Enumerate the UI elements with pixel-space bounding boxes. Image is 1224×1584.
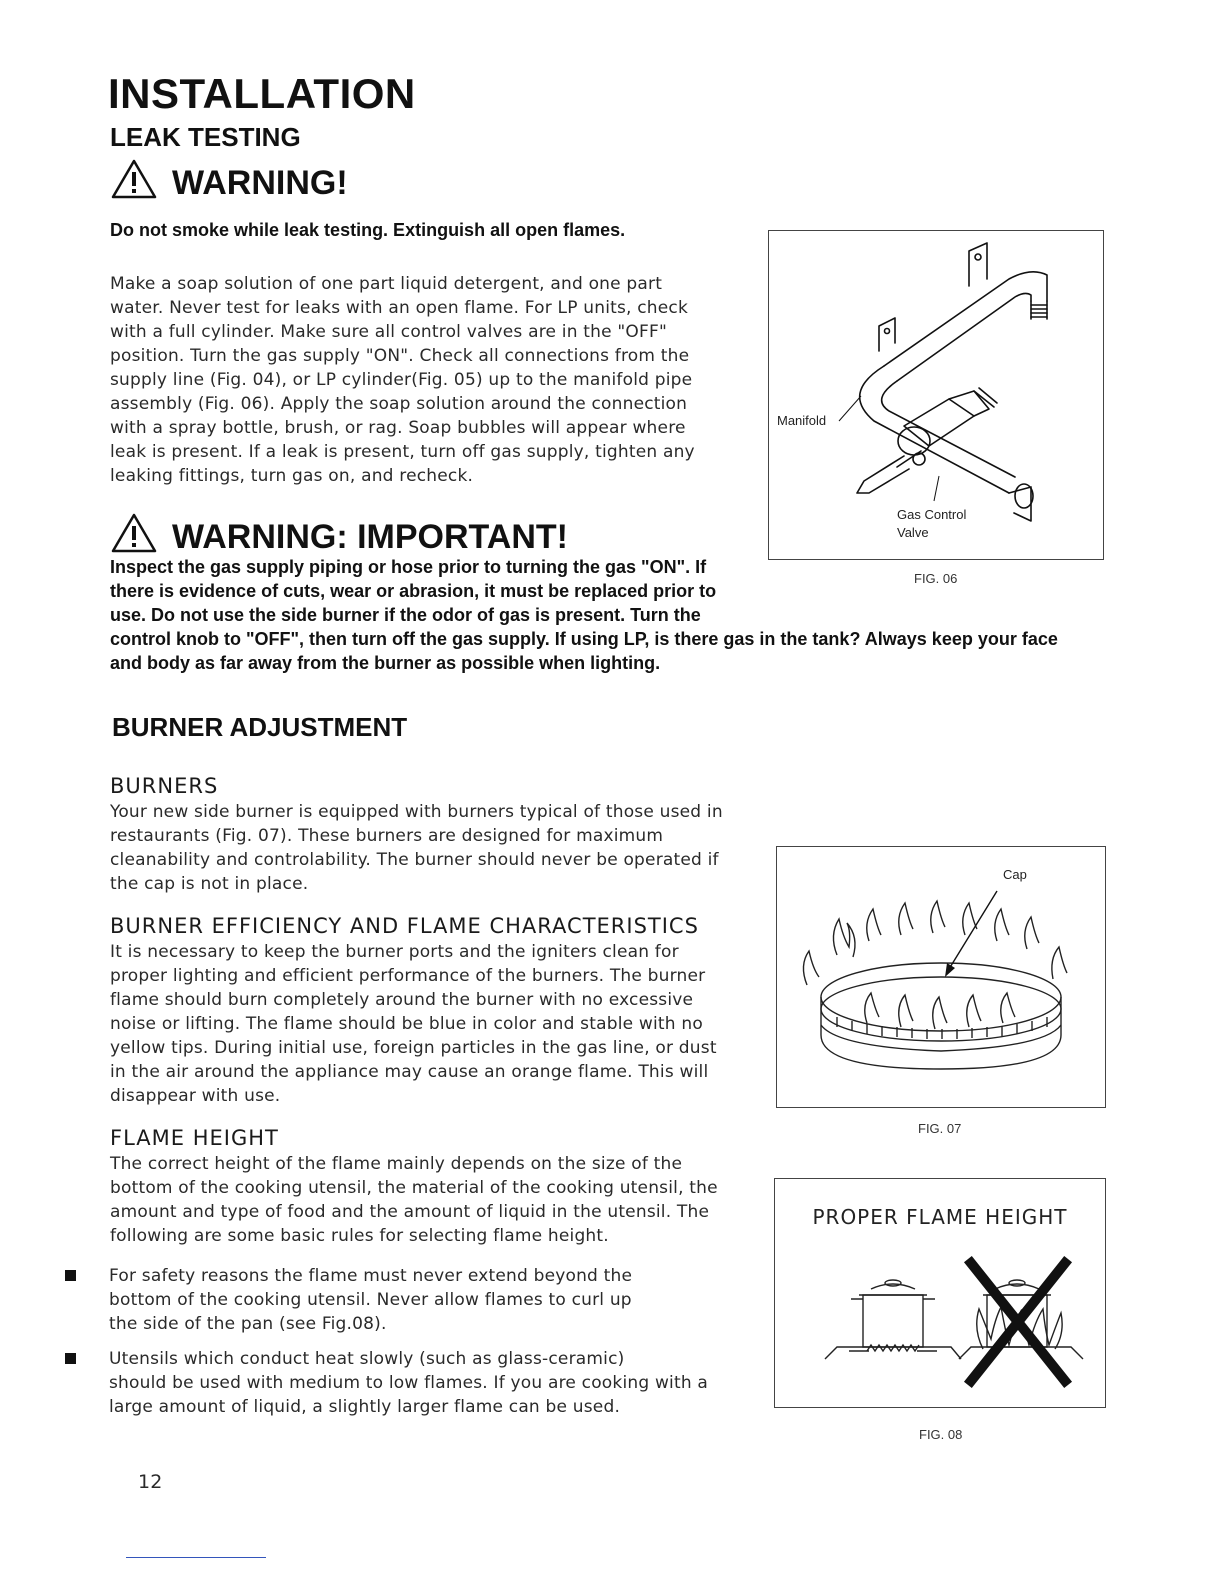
text-line: Utensils which conduct heat slowly (such as glass-ceramic) xyxy=(109,1349,625,1369)
text-line: with a spray bottle, brush, or rag. Soap bubbles will appear where xyxy=(110,418,686,438)
bullet-item xyxy=(65,1347,708,1419)
text-line: the cap is not in place. xyxy=(110,874,309,894)
text-line: The correct height of the flame mainly depends on the size of the xyxy=(110,1154,683,1174)
text-line: use. Do not use the side burner if the odor of gas is present. Turn the xyxy=(110,605,701,625)
text-line: following are some basic rules for selecting flame height. xyxy=(110,1226,609,1246)
text-line: restaurants (Fig. 07). These burners are designed for maximum xyxy=(110,826,664,846)
text-line: cleanability and controlability. The burner should never be operated if xyxy=(110,850,719,870)
fig08-caption: FIG. 08 xyxy=(919,1427,963,1442)
burners-paragraph xyxy=(110,800,723,896)
text-line: position. Turn the gas supply "ON". Check all connections from the xyxy=(110,346,690,366)
manifold-diagram xyxy=(769,231,1103,559)
efficiency-paragraph xyxy=(110,940,717,1108)
text-line: proper lighting and efficient performance of the burners. The burner xyxy=(110,966,706,986)
text-line: water. Never test for leaks with an open flame. For LP units, check xyxy=(110,298,689,318)
text-line: supply line (Fig. 04), or LP cylinder(Fig. 05) up to the manifold pipe xyxy=(110,370,693,390)
text-line: there is evidence of cuts, wear or abrasion, it must be replaced prior to xyxy=(110,581,717,601)
text-line: Your new side burner is equipped with burners typical of those used in xyxy=(110,802,723,822)
text-line: disappear with use. xyxy=(110,1086,281,1106)
section-title-leak-testing: LEAK TESTING xyxy=(110,122,301,152)
valve-label: Valve xyxy=(897,525,929,540)
warning-triangle-icon xyxy=(110,158,158,209)
bullet-square-icon xyxy=(65,1353,76,1364)
manifold-label: Manifold xyxy=(777,413,827,428)
efficiency-heading: BURNER EFFICIENCY AND FLAME CHARACTERISTICS xyxy=(110,914,699,938)
burner-diagram xyxy=(777,847,1105,1107)
figure-manifold xyxy=(768,230,1104,560)
text-line: the side of the pan (see Fig.08). xyxy=(109,1314,387,1334)
figure-proper-flame-height xyxy=(774,1178,1106,1408)
text-line: amount and type of food and the amount of liquid in the utensil. The xyxy=(110,1202,710,1222)
warning-bold-line: Do not smoke while leak testing. Extinguish all open flames. xyxy=(110,220,626,240)
fig07-caption: FIG. 07 xyxy=(918,1121,962,1136)
text-line: It is necessary to keep the burner ports and the igniters clean for xyxy=(110,942,679,962)
text-line: bottom of the cooking utensil. Never allow flames to curl up xyxy=(109,1290,632,1310)
text-line: and body as far away from the burner as possible when lighting. xyxy=(110,653,661,673)
text-line: Make a soap solution of one part liquid detergent, and one part xyxy=(110,274,663,294)
text-line: flame should burn completely around the burner with no excessive xyxy=(110,990,694,1010)
text-line: large amount of liquid, a slightly larger flame can be used. xyxy=(109,1397,621,1417)
flame-height-paragraph xyxy=(110,1152,718,1248)
fig06-caption: FIG. 06 xyxy=(914,571,958,586)
text-line: should be used with medium to low flames. If you are cooking with a xyxy=(109,1373,709,1393)
flame-height-diagram xyxy=(775,1249,1105,1399)
text-line: For safety reasons the flame must never extend beyond the xyxy=(109,1266,633,1286)
text-line: control knob to "OFF", then turn off the gas supply. If using LP, is there gas in the tank? Always keep your face xyxy=(110,629,1058,649)
text-line: with a full cylinder. Make sure all control valves are in the "OFF" xyxy=(110,322,667,342)
text-line: bottom of the cooking utensil, the material of the cooking utensil, the xyxy=(110,1178,718,1198)
text-line: noise or lifting. The flame should be blue in color and stable with no xyxy=(110,1014,703,1034)
text-line: in the air around the appliance may cause an orange flame. This will xyxy=(110,1062,709,1082)
warning-important-text xyxy=(110,555,1058,675)
bullet-square-icon xyxy=(65,1270,76,1281)
warning-heading xyxy=(110,158,348,209)
bullet-item xyxy=(65,1264,632,1336)
warning-title: WARNING! xyxy=(172,164,348,202)
leak-testing-paragraph xyxy=(110,272,695,488)
text-line: yellow tips. During initial use, foreign particles in the gas line, or dust xyxy=(110,1038,717,1058)
page-title: INSTALLATION xyxy=(108,70,416,117)
proper-flame-height-title: PROPER FLAME HEIGHT xyxy=(812,1205,1068,1229)
text-line: leak is present. If a leak is present, turn off gas supply, tighten any xyxy=(110,442,695,462)
page-number: 12 xyxy=(138,1471,163,1493)
text-line: Inspect the gas supply piping or hose prior to turning the gas "ON". If xyxy=(110,557,707,577)
text-line: assembly (Fig. 06). Apply the soap solution around the connection xyxy=(110,394,688,414)
section-title-burner-adjustment: BURNER ADJUSTMENT xyxy=(112,712,408,742)
warning-important-title: WARNING: IMPORTANT! xyxy=(172,518,568,556)
footer-divider xyxy=(126,1557,266,1558)
flame-height-heading: FLAME HEIGHT xyxy=(110,1126,279,1150)
text-line: leaking fittings, turn gas on, and recheck. xyxy=(110,466,474,486)
figure-burner xyxy=(776,846,1106,1108)
cap-label: Cap xyxy=(1003,867,1027,882)
burners-heading: BURNERS xyxy=(110,774,219,798)
gas-control-label: Gas Control xyxy=(897,507,967,522)
